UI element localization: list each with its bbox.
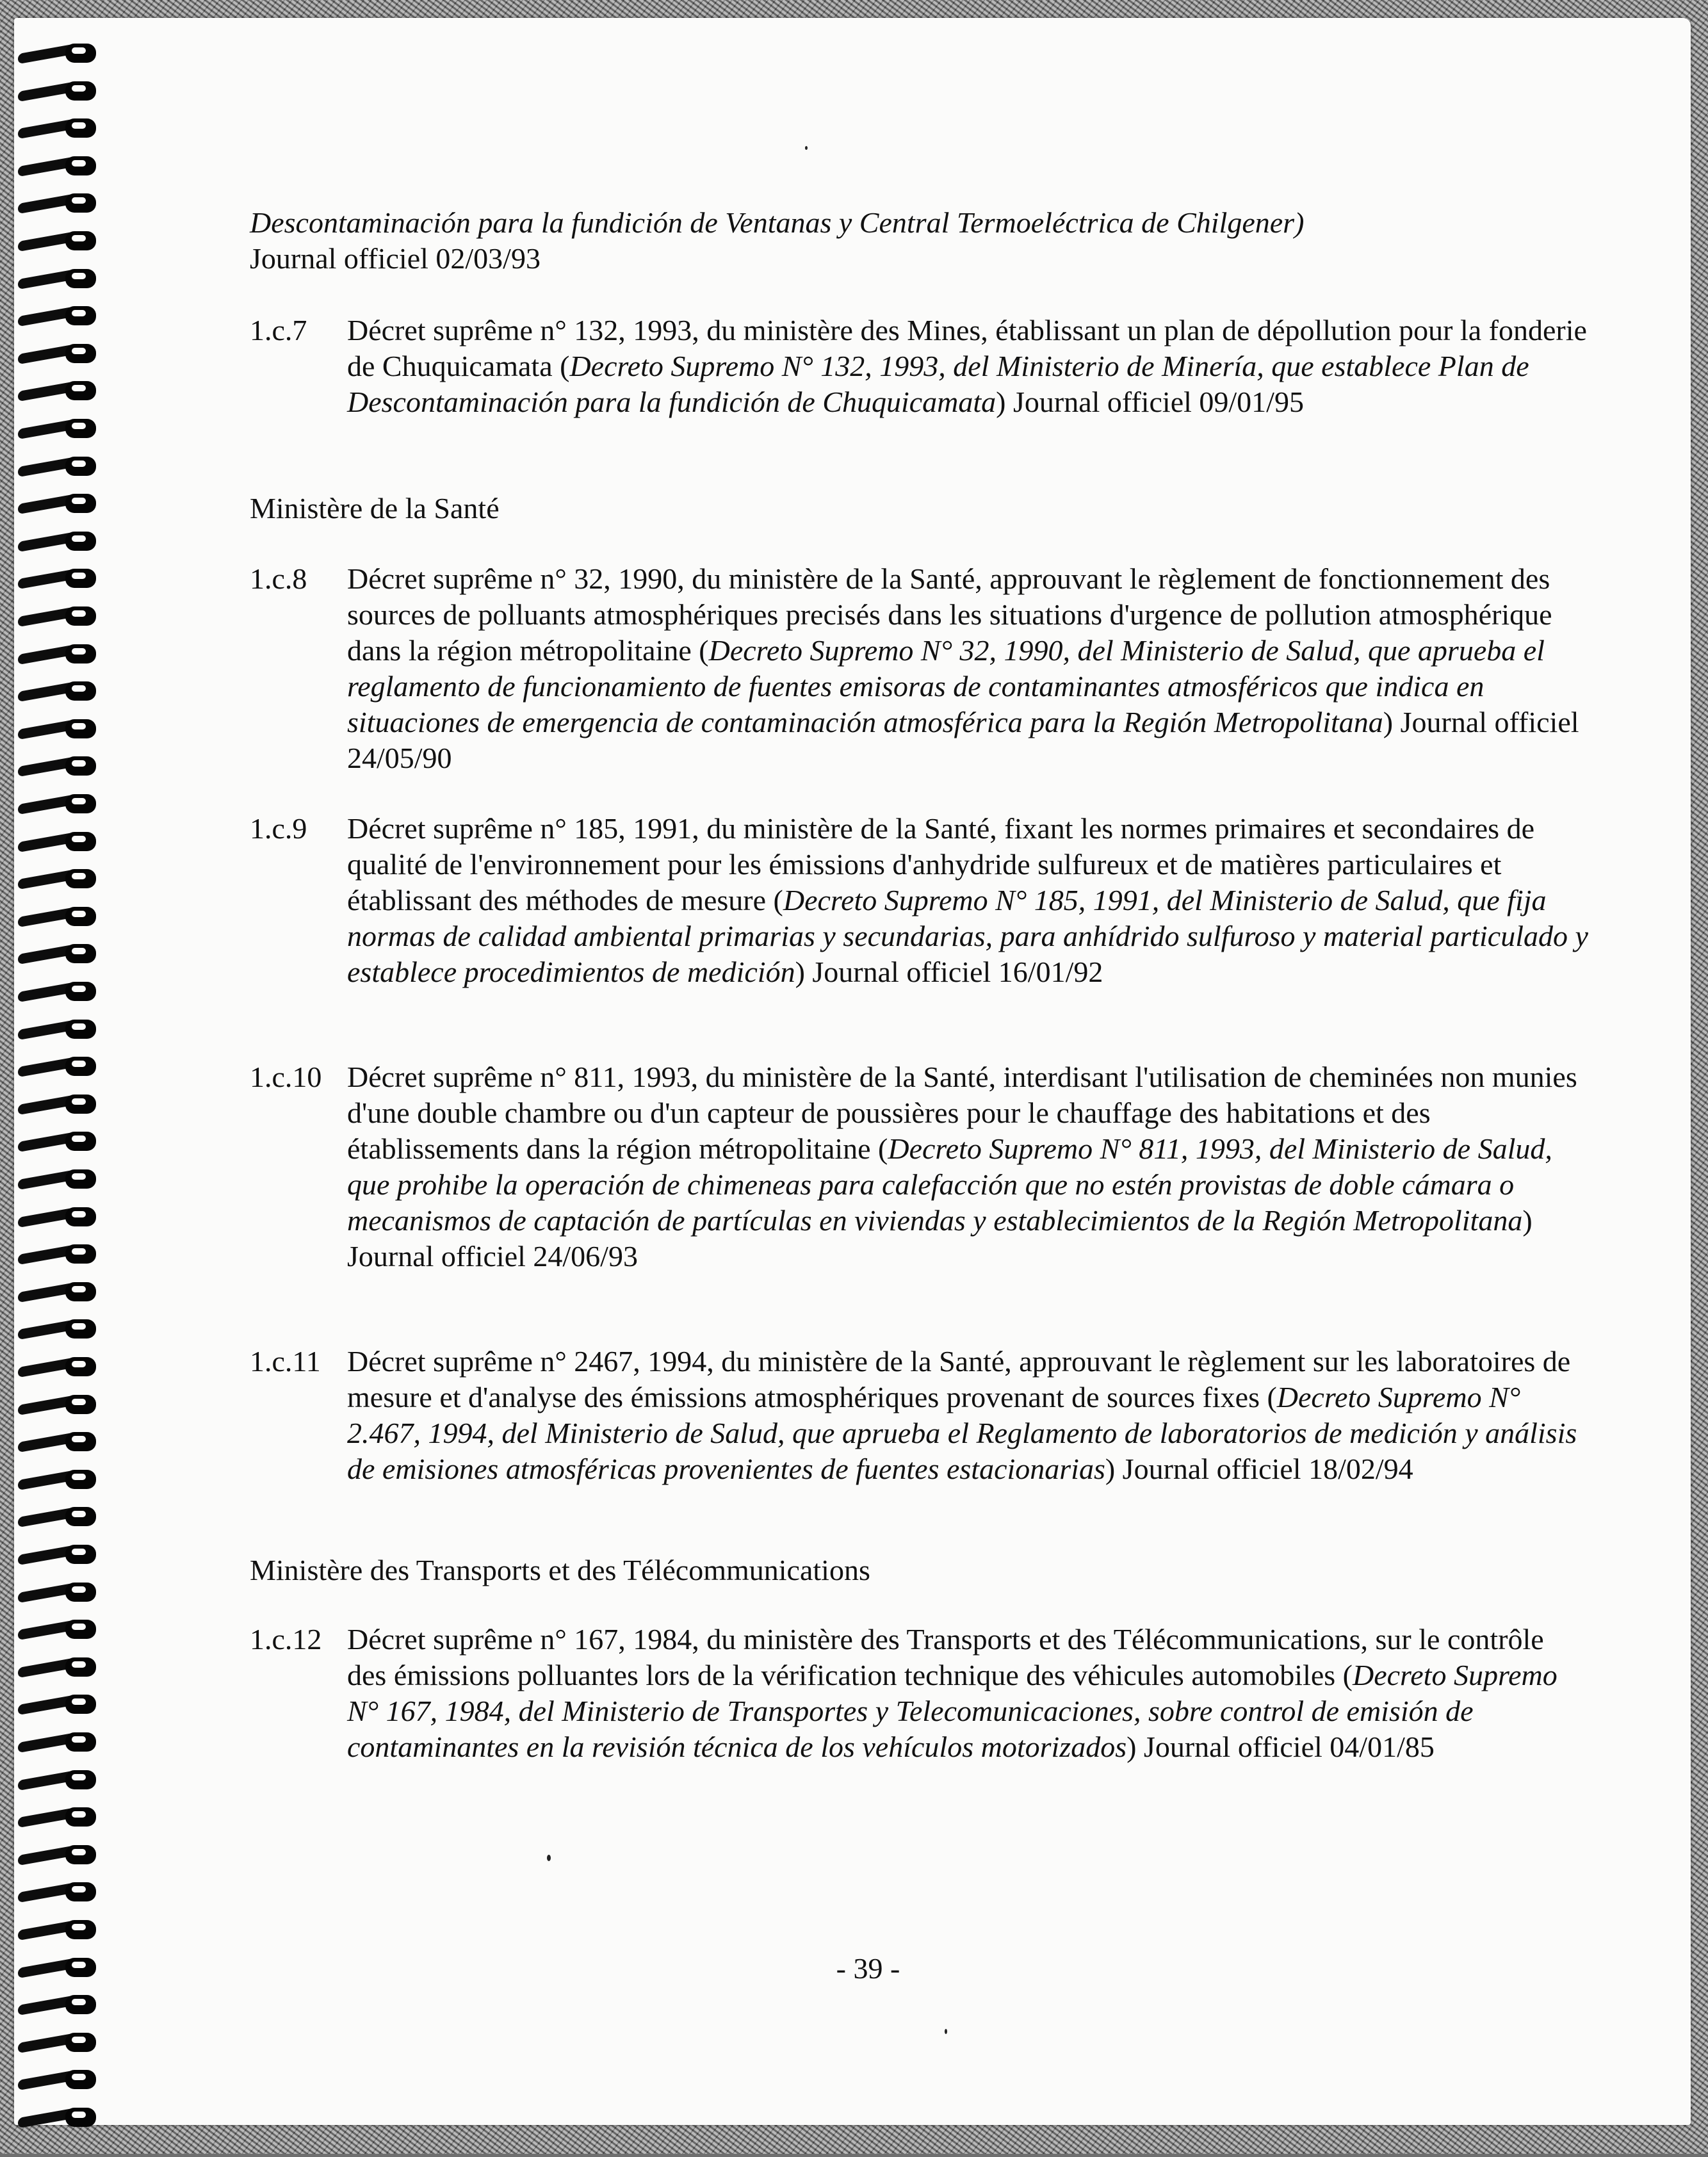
spiral-coil	[18, 2070, 100, 2089]
spiral-coil	[18, 1020, 100, 1039]
spiral-coil	[18, 2033, 100, 2052]
continuation-journal: Journal officiel 02/03/93	[250, 242, 541, 275]
entry-spanish-title: Decreto Supremo N° 185, 1991, del Ministerio de Salud, que fija normas de calidad ambiental primarias y secundarias, para anhídrido sulfuroso y material particulado y establece procedimientos de medición	[347, 884, 1588, 988]
heading-ministere-transports: Ministère des Transports et des Télécommunications	[250, 1554, 870, 1586]
spiral-coil	[18, 681, 100, 701]
entry-french-text: Décret suprême n° 811, 1993, du ministère de la Santé, interdisant l'utilisation de cheminées non munies d'une double chambre ou d'un capteur de poussières pour le chauffage des habitations et des établissements dans la région métropolitaine (	[347, 1061, 1577, 1165]
spiral-coil	[18, 1470, 100, 1489]
spiral-coil	[18, 532, 100, 551]
spiral-coil	[18, 869, 100, 888]
scan-speck	[547, 1855, 551, 1861]
entry-text	[347, 313, 1590, 420]
spiral-coil	[18, 606, 100, 626]
spiral-coil	[18, 1657, 100, 1677]
spiral-coil	[18, 1432, 100, 1451]
spiral-coil	[18, 457, 100, 476]
entry-text	[347, 1059, 1590, 1274]
spiral-coil	[18, 381, 100, 400]
spiral-coil	[18, 832, 100, 851]
entry-spanish-title: Decreto Supremo N° 2.467, 1994, del Ministerio de Salud, que aprueba el Reglamento de laboratorios de medición y análisis de emisiones atmosféricas provenientes de fuentes estacionarias	[347, 1381, 1577, 1485]
entry-french-text: Décret suprême n° 132, 1993, du ministère des Mines, établissant un plan de dépollution pour la fonderie de Chuquicamata (	[347, 314, 1587, 382]
entry-number: 1.c.11	[250, 1345, 321, 1378]
heading-ministere-sante: Ministère de la Santé	[250, 492, 500, 525]
entry-journal: ) Journal officiel 18/02/94	[1105, 1453, 1413, 1485]
spiral-coil	[18, 1207, 100, 1226]
entry-number: 1.c.12	[250, 1623, 322, 1656]
spiral-coil	[18, 1882, 100, 1901]
spiral-coil	[18, 1920, 100, 1939]
spiral-coil	[18, 1319, 100, 1339]
spiral-coil	[18, 1807, 100, 1827]
spiral-coil	[18, 193, 100, 213]
entry-text	[347, 1622, 1590, 1765]
spiral-coil	[18, 1770, 100, 1789]
spiral-coil	[18, 1282, 100, 1301]
spiral-coil	[18, 644, 100, 663]
spiral-coil	[18, 118, 100, 138]
spiral-coil	[18, 982, 100, 1001]
spiral-coil	[18, 1845, 100, 1864]
spiral-coil	[18, 1057, 100, 1076]
spiral-coil	[18, 569, 100, 588]
entry-spanish-title: Decreto Supremo N° 167, 1984, del Ministerio de Transportes y Telecomunicaciones, sobre control de emisión de contaminantes en la revisión técnica de los vehículos motorizados	[347, 1659, 1558, 1763]
entry-journal: ) Journal officiel 24/05/90	[347, 706, 1579, 774]
spiral-coil	[18, 306, 100, 325]
entry-french-text: Décret suprême n° 32, 1990, du ministère de la Santé, approuvant le règlement de fonctionnement des sources de polluants atmosphériques precisés dans les situations d'urgence de pollution atmosphérique dans la région métropolitaine (	[347, 562, 1552, 667]
spiral-coil	[18, 44, 100, 63]
entry-journal: ) Journal officiel 04/01/85	[1126, 1730, 1435, 1763]
entry-number: 1.c.8	[250, 562, 307, 595]
entry-french-text: Décret suprême n° 167, 1984, du ministère des Transports et des Télécommunications, sur le contrôle des émissions polluantes lors de la vérification technique des véhicules automobiles (	[347, 1623, 1544, 1691]
scan-speck	[945, 2029, 947, 2034]
continuation-spanish-title: Descontaminación para la fundición de Ventanas y Central Termoeléctrica de Chilgener)	[250, 206, 1305, 239]
spiral-coil	[18, 1695, 100, 1714]
spiral-coil	[18, 81, 100, 101]
entry-french-text: Décret suprême n° 185, 1991, du ministère de la Santé, fixant les normes primaires et secondaires de qualité de l'environnement pour les émissions d'anhydride sulfureux et de matières particulaires et établissant des méthodes de mesure (	[347, 812, 1534, 916]
entry-number: 1.c.10	[250, 1061, 322, 1093]
spiral-coil	[18, 1395, 100, 1414]
spiral-coil	[18, 2108, 100, 2127]
entry-text	[347, 811, 1590, 990]
continuation-block	[250, 205, 1531, 277]
spiral-coil	[18, 156, 100, 175]
entry-spanish-title: Decreto Supremo N° 132, 1993, del Ministerio de Minería, que establece Plan de Descontaminación para la fundición de Chuquicamata	[347, 350, 1529, 418]
entry-journal: ) Journal officiel 09/01/95	[996, 386, 1304, 418]
spiral-coil	[18, 269, 100, 288]
page-number: - 39 -	[836, 1952, 900, 1985]
entry-text	[347, 1344, 1590, 1487]
spiral-coil	[18, 1732, 100, 1752]
document-page	[14, 18, 1691, 2125]
spiral-coil	[18, 1095, 100, 1114]
entry-spanish-title: Decreto Supremo N° 811, 1993, del Ministerio de Salud, que prohibe la operación de chimeneas para calefacción que no estén provistas de doble cámara o mecanismos de captación de partículas en viviendas y establecimientos de la Región Metropolitana	[347, 1132, 1552, 1237]
spiral-coil	[18, 1545, 100, 1564]
spiral-coil	[18, 1244, 100, 1264]
spiral-coil	[18, 344, 100, 363]
spiral-coil	[18, 719, 100, 738]
spiral-coil	[18, 1507, 100, 1526]
spiral-binding	[14, 44, 110, 2157]
spiral-coil	[18, 1583, 100, 1602]
entry-spanish-title: Decreto Supremo N° 32, 1990, del Ministerio de Salud, que aprueba el reglamento de funcionamiento de fuentes emisoras de contaminantes atmosféricos que indica en situaciones de emergencia de contaminación atmosférica para la Región Metropolitana	[347, 634, 1545, 738]
spiral-coil	[18, 231, 100, 250]
spiral-coil	[18, 756, 100, 776]
spiral-coil	[18, 494, 100, 513]
spiral-coil	[18, 1169, 100, 1189]
spiral-coil	[18, 907, 100, 926]
spiral-coil	[18, 419, 100, 438]
spiral-coil	[18, 1357, 100, 1376]
entry-journal: ) Journal officiel 16/01/92	[795, 956, 1103, 988]
entry-journal: ) Journal officiel 24/06/93	[347, 1204, 1533, 1273]
entry-number: 1.c.9	[250, 812, 307, 845]
spiral-coil	[18, 1995, 100, 2014]
entry-number: 1.c.7	[250, 314, 307, 346]
spiral-coil	[18, 1132, 100, 1151]
spiral-coil	[18, 1620, 100, 1639]
scan-speck	[805, 146, 808, 150]
entry-french-text: Décret suprême n° 2467, 1994, du ministère de la Santé, approuvant le règlement sur les laboratoires de mesure et d'analyse des émissions atmosphériques provenant de sources fixes (	[347, 1345, 1571, 1413]
spiral-coil	[18, 944, 100, 963]
entry-text	[347, 561, 1590, 776]
spiral-coil	[18, 794, 100, 813]
